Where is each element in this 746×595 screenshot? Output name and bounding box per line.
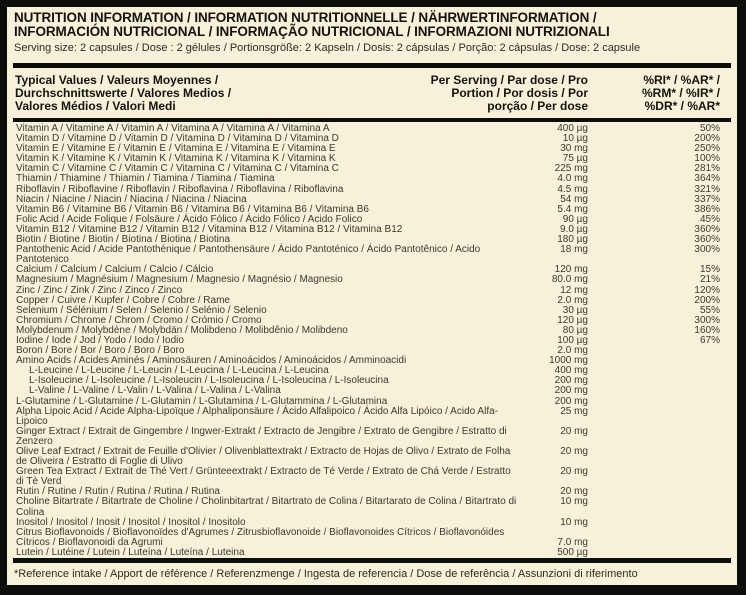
nutrient-name: Selenium / Sélénium / Selen / Selenio / Selénio / Selenio <box>16 304 267 316</box>
nutrient-name: Alpha Lipoic Acid / Acide Alpha-Lipoïque / Alphaliponsäure / Ácido Alfalipoico / Ácido Alfa Lipóico / Acido Alfa-Lipoico <box>16 405 498 427</box>
nutrient-percent: 120% <box>694 284 720 296</box>
nutrient-name: Chromium / Chrome / Chrom / Cromo / Crómio / Cromo <box>16 314 262 326</box>
serving-size: Serving size: 2 capsules / Dose : 2 gélules / Portionsgröße: 2 Kapseln / Dosis: 2 cápsulas / Porção: 2 cápsulas / Dose: 2 capsule <box>14 42 641 54</box>
label-title-line-1: NUTRITION INFORMATION / INFORMATION NUTRITIONNELLE / NÄHRWERTINFORMATION / <box>14 10 597 25</box>
table-row <box>16 467 732 487</box>
nutrient-name: Magnesium / Magnésium / Magnesium / Magnesio / Magnésio / Magnesio <box>16 274 343 286</box>
nutrient-name: Riboflavin / Riboflavine / Riboflavin / Riboflavina / Riboflavina / Riboflavina <box>16 183 344 195</box>
nutrient-amount: 10 mg <box>560 496 588 508</box>
nutrient-amount: 4.0 mg <box>557 173 588 185</box>
nutrient-amount: 180 µg <box>557 234 588 246</box>
nutrient-name: Amino Acids / Acides Aminés / Aminosäuren / Aminoácidos / Aminoácidos / Amminoacidi <box>16 355 407 367</box>
nutrient-amount: 200 mg <box>554 395 588 407</box>
column-per-serving-line-3: porção / Per dose <box>487 98 588 113</box>
table-row <box>16 407 732 427</box>
column-percent-reference-line-1: %RI* / %AR* / <box>643 72 720 87</box>
nutrient-name: Vitamin B6 / Vitamine B6 / Vitamin B6 / Vitamina B6 / Vitamina B6 / Vitamina B6 <box>16 203 369 215</box>
nutrient-amount: 500 µg <box>557 546 588 558</box>
column-percent-reference <box>588 74 720 113</box>
nutrient-amount: 30 µg <box>562 304 588 316</box>
nutrient-amount: 18 mg <box>560 244 588 256</box>
nutrient-name: Zinc / Zinc / Zink / Zinc / Zinco / Zinco <box>16 284 183 296</box>
nutrient-name: Ginger Extract / Extrait de Gingembre / Ingwer-Extrakt / Extracto de Jengibre / Extrato de Gengibre / Estratto di Zenzero <box>16 425 507 447</box>
nutrient-name: Folic Acid / Acide Folique / Folsäure / Ácido Fólico / Ácido Fólico / Acido Folico <box>16 213 363 225</box>
nutrient-name: Copper / Cuivre / Kupfer / Cobre / Cobre / Rame <box>16 294 230 306</box>
nutrient-name: L-Glutamine / L-Glutamine / L-Glutamin / L-Glutamina / L-Glutammina / L-Glutamina <box>16 395 388 407</box>
nutrient-percent: 386% <box>694 203 720 215</box>
nutrient-name: Vitamin B12 / Vitamine B12 / Vitamin B12 / Vitamina B12 / Vitamina B12 / Vitamina B12 <box>16 223 403 235</box>
nutrient-name: Biotin / Biotine / Biotin / Biotina / Biotina / Biotina <box>16 234 231 246</box>
nutrient-amount: 4.5 mg <box>557 183 588 195</box>
nutrient-amount: 7.0 mg <box>557 536 588 548</box>
nutrient-amount: 54 mg <box>560 193 588 205</box>
nutrient-percent: 160% <box>694 324 720 336</box>
table-row <box>16 245 732 265</box>
nutrient-amount: 75 µg <box>562 153 588 165</box>
nutrient-percent: 281% <box>694 163 720 175</box>
nutrient-percent: 100% <box>694 153 720 165</box>
nutrient-percent: 337% <box>694 193 720 205</box>
nutrient-name: Inositol / Inositol / Inosit / Inositol / Inositol / Inositolo <box>16 516 246 528</box>
nutrient-name: Pantothenic Acid / Acide Pantothénique / Pantothensäure / Ácido Pantoténico / Ácido Pantotênico / Acido Pantotenico <box>16 244 481 266</box>
nutrient-amount: 200 mg <box>554 375 588 387</box>
nutrient-name: Vitamin K / Vitamine K / Vitamin K / Vitamina K / Vitamina K / Vitamina K <box>16 153 336 165</box>
nutrient-percent: 200% <box>694 133 720 145</box>
column-typical-values-line-1: Typical Values / Valeurs Moyennes / <box>15 72 219 87</box>
reference-footnote: *Reference intake / Apport de référence / Referenzmenge / Ingesta de referencia / Dose de referência / Assunzioni di riferimento <box>14 567 638 580</box>
table-row <box>16 548 732 558</box>
column-typical-values <box>15 74 335 113</box>
nutrient-name: Vitamin A / Vitamine A / Vitamin A / Vitamina A / Vitamina A / Vitamina A <box>16 123 330 134</box>
nutrient-name: Molybdenum / Molybdène / Molybdän / Molibdeno / Molibdênio / Molibdeno <box>16 324 348 336</box>
nutrient-name: Choline Bitartrate / Bitartrate de Choline / Cholinbitartrat / Bitartrato de Colina / Bitartarato de Colina / Bitartrato di Colina <box>16 496 517 518</box>
nutrient-percent: 321% <box>694 183 720 195</box>
label-title <box>14 11 730 39</box>
table-row <box>16 497 732 517</box>
nutrient-percent: 250% <box>694 143 720 155</box>
nutrient-amount: 20 mg <box>560 486 588 498</box>
table-row <box>16 528 732 548</box>
nutrient-percent: 360% <box>694 234 720 246</box>
column-percent-reference-line-2: %RM* / %IR* / <box>641 85 720 100</box>
nutrient-amount: 30 mg <box>560 143 588 155</box>
nutrient-amount: 20 mg <box>560 425 588 437</box>
nutrient-amount: 225 mg <box>554 163 588 175</box>
label-title-line-2: INFORMACIÓN NUTRICIONAL / INFORMAÇÃO NUTRICIONAL / INFORMAZIONI NUTRIZIONALI <box>14 24 610 39</box>
nutrient-percent: 55% <box>699 304 720 316</box>
column-per-serving-line-1: Per Serving / Par dose / Pro <box>430 72 588 87</box>
nutrient-name: Green Tea Extract / Extrait de Thé Vert / Grünteeextrakt / Extracto de Té Verde / Extrato de Chá Verde / Estratto di Tè Verd <box>16 466 511 488</box>
nutrient-amount: 2.0 mg <box>557 345 588 357</box>
nutrient-amount: 12 mg <box>560 284 588 296</box>
nutrient-amount: 90 µg <box>562 213 588 225</box>
nutrient-amount: 1000 mg <box>549 355 588 367</box>
nutrient-name: Vitamin C / Vitamine C / Vitamin C / Vitamina C / Vitamina C / Vitamina C <box>16 163 339 175</box>
nutrient-name: Citrus Bioflavonoids / Bioflavonoïdes d'Agrumes / Zitrusbioflavonoide / Bioflavonoides Cítricos / Bioflavonóides Cítricos / Bioflavonoidi da Agrumi <box>16 526 505 548</box>
nutrient-name: Vitamin D / Vitamine D / Vitamin D / Vitamina D / Vitamina D / Vitamina D <box>16 133 339 145</box>
nutrient-name: Niacin / Niacine / Niacin / Niacina / Niacina / Niacina <box>16 193 247 205</box>
nutrient-amount: 200 mg <box>554 385 588 397</box>
nutrient-percent: 67% <box>699 334 720 346</box>
column-percent-reference-line-3: %DR* / %AR* <box>644 98 720 113</box>
table-header <box>12 68 732 118</box>
nutrient-amount: 2.0 mg <box>557 294 588 306</box>
nutrient-amount: 5.4 mg <box>557 203 588 215</box>
nutrient-percent: 360% <box>694 223 720 235</box>
nutrient-amount: 120 mg <box>554 264 588 276</box>
nutrient-name: L-Leucine / L-Leucine / L-Leucin / L-Leucina / L-Leucina / L-Leucina <box>29 365 329 377</box>
nutrient-amount: 9.0 µg <box>559 223 588 235</box>
nutrient-percent: 200% <box>694 294 720 306</box>
nutrient-percent: 364% <box>694 173 720 185</box>
nutrient-amount: 80.0 mg <box>551 274 588 286</box>
column-typical-values-line-3: Valores Médios / Valori Medi <box>15 98 176 113</box>
nutrient-percent: 300% <box>694 244 720 256</box>
nutrient-name: Lutein / Lutéine / Lutein / Luteína / Luteína / Luteina <box>16 546 245 558</box>
nutrient-amount: 10 µg <box>562 133 588 145</box>
nutrient-amount: 100 µg <box>557 334 588 346</box>
label-content <box>7 7 737 585</box>
nutrient-percent: 15% <box>699 264 720 276</box>
nutrient-amount: 25 mg <box>560 405 588 417</box>
nutrient-name: Rutin / Rutine / Rutin / Rutina / Rutina / Rutina <box>16 486 220 498</box>
nutrient-amount: 20 mg <box>560 466 588 478</box>
nutrient-name: L-Valine / L-Valine / L-Valin / L-Valina / L-Valina / L-Valina <box>29 385 281 397</box>
nutrient-amount: 20 mg <box>560 446 588 457</box>
nutrient-name: Boron / Bore / Bor / Boro / Boro / Boro <box>16 345 185 357</box>
nutrient-name: Thiamin / Thiamine / Thiamin / Tiamina / Tiamina / Tiamina <box>16 173 275 185</box>
nutrient-percent: 21% <box>699 274 720 286</box>
nutrient-amount: 400 µg <box>557 123 588 134</box>
nutrient-amount: 80 µg <box>562 324 588 336</box>
table-row <box>16 427 732 447</box>
table-row <box>16 275 732 285</box>
nutrient-name: Vitamin E / Vitamine E / Vitamin E / Vitamina E / Vitamina E / Vitamina E <box>16 143 336 155</box>
nutrient-amount: 400 mg <box>554 365 588 377</box>
column-per-serving <box>335 74 588 113</box>
nutrient-rows <box>12 122 732 558</box>
nutrient-name: L-Isoleucine / L-Isoleucine / L-Isoleucin / L-Isoleucina / L-Isoleucina / L-Isoleucina <box>29 375 389 387</box>
column-typical-values-line-2: Durchschnittswerte / Valores Medios / <box>15 85 232 100</box>
nutrient-percent: 300% <box>694 314 720 326</box>
nutrient-name: Olive Leaf Extract / Extrait de Feuille d'Olivier / Olivenblattextrakt / Extracto de Hojas de Olivo / Extrato de Folha de Oliveira / Estratto di Foglie di Ulivo <box>16 446 511 468</box>
nutrient-name: Calcium / Calcium / Calcium / Calcio / Cálcio <box>16 264 214 276</box>
nutrient-percent: 45% <box>699 213 720 225</box>
column-per-serving-line-2: Portion / Por dosis / Por <box>451 85 588 100</box>
nutrient-amount: 120 µg <box>557 314 588 326</box>
nutrient-percent: 50% <box>699 123 720 134</box>
nutrient-name: Iodine / Iode / Jod / Yodo / Iodo / Iodio <box>16 334 184 346</box>
table-row <box>16 447 732 467</box>
nutrient-amount: 10 mg <box>560 516 588 528</box>
